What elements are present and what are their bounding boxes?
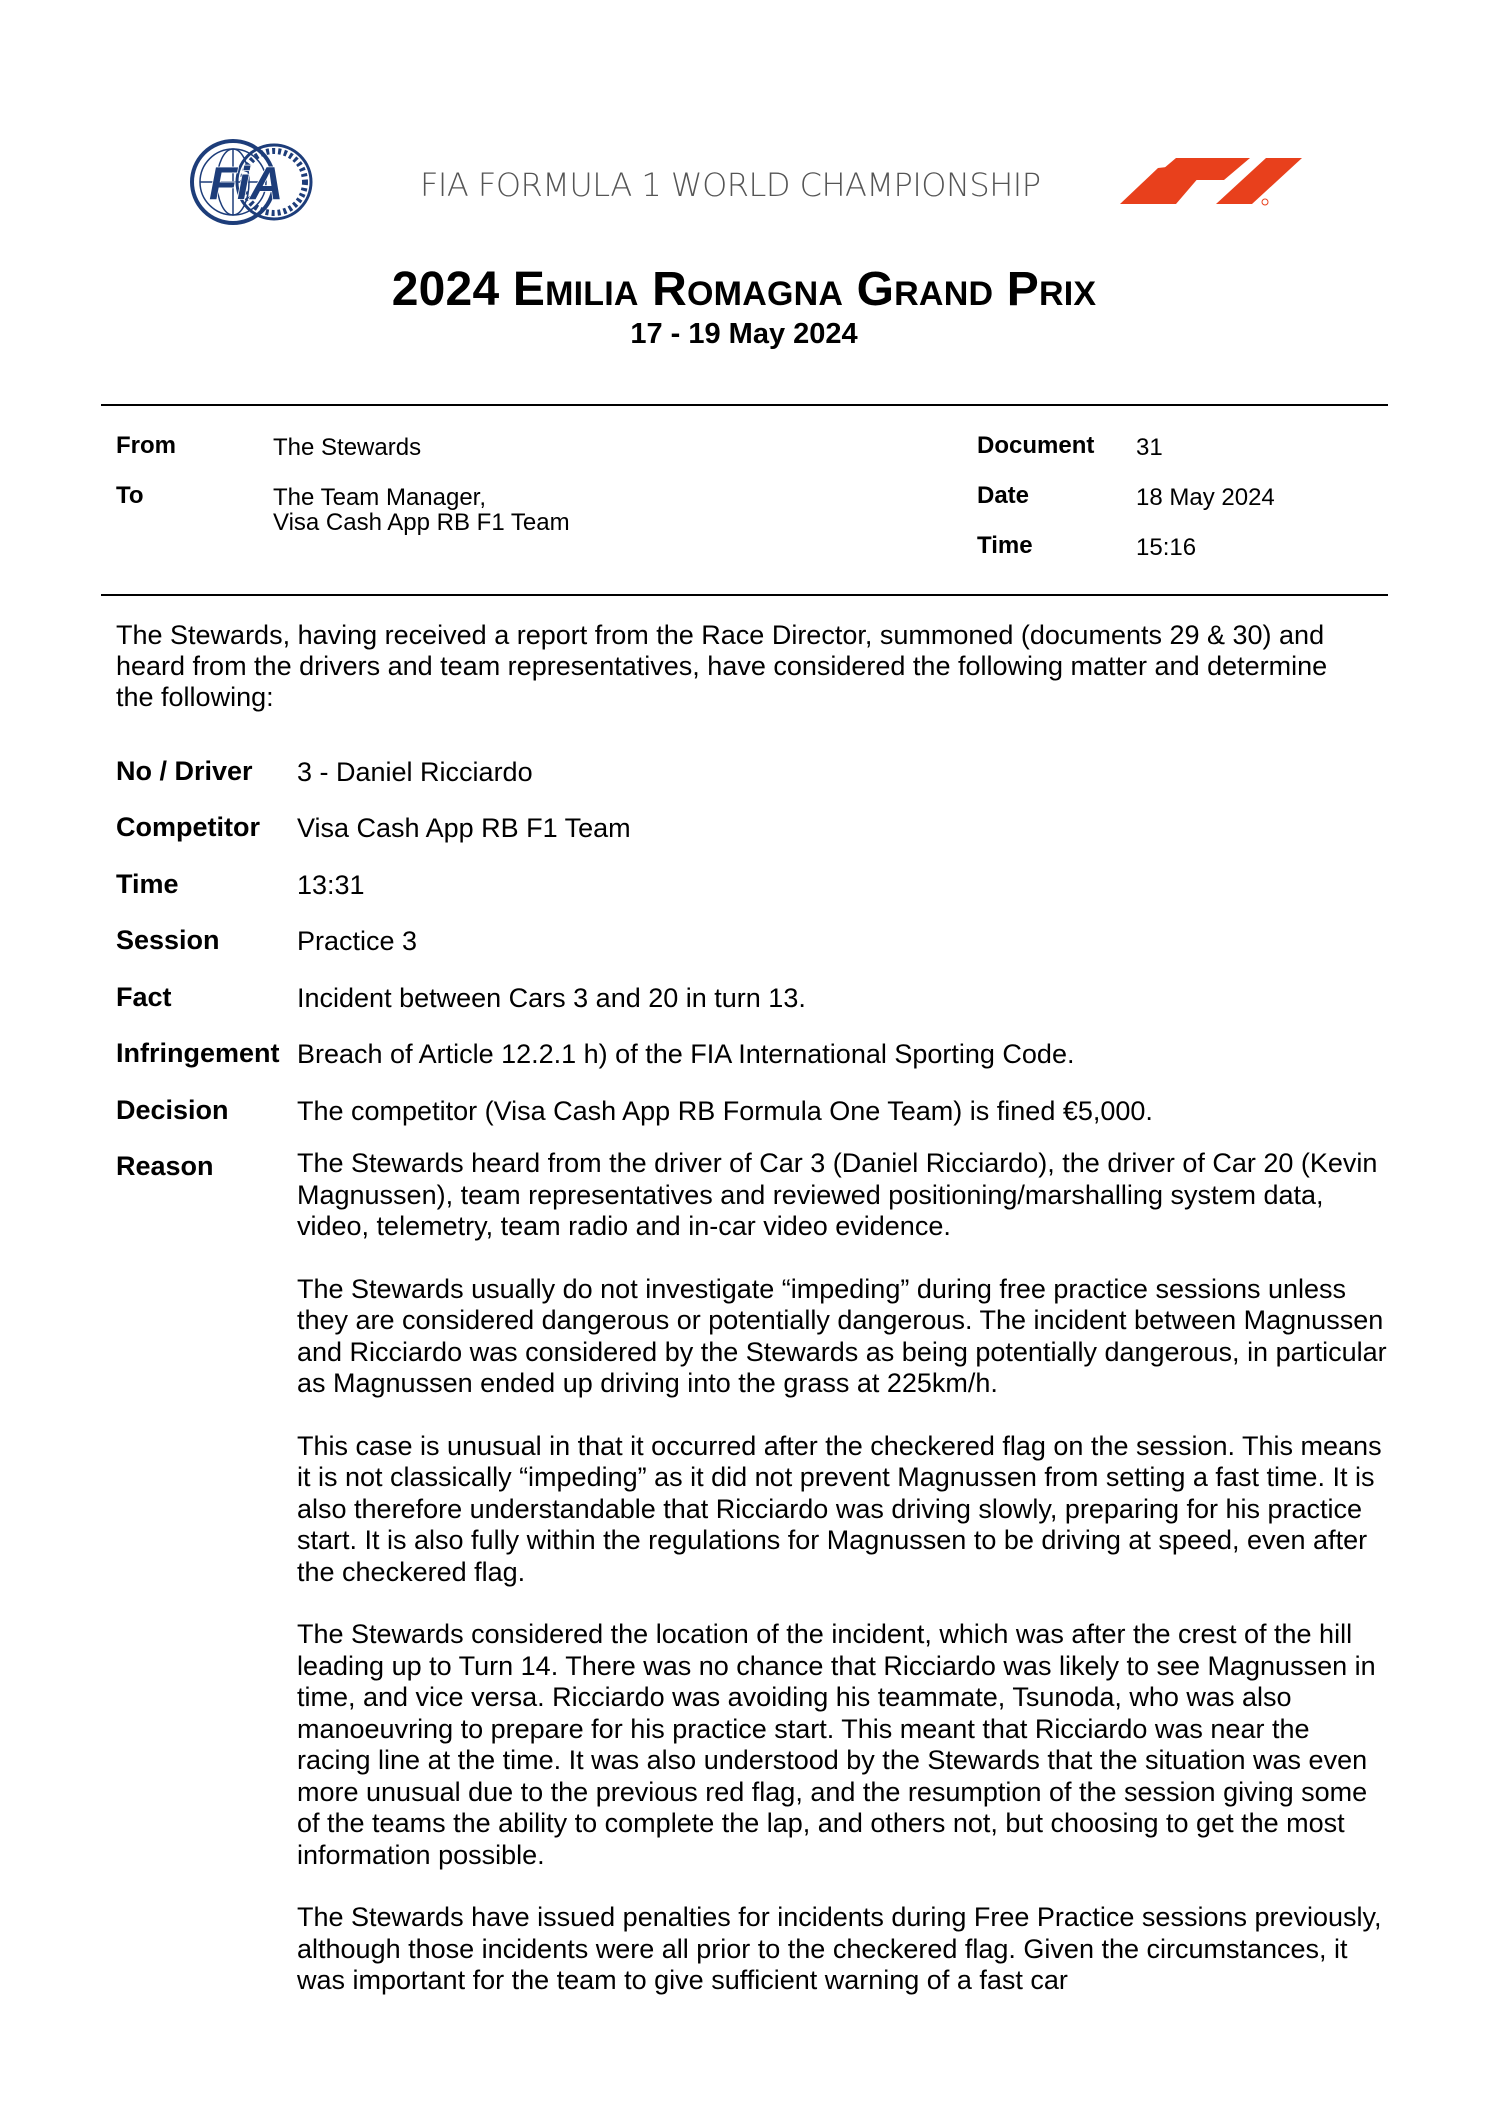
reason-paragraph: The Stewards heard from the driver of Car 3 (Daniel Ricciardo), the driver of Car 20 (Kevin Magnussen), team representatives and reviewed positioning/marshalling system data, video, telemetry, team radio and in-car video evidence. [297,1148,1378,1241]
infringement-value: Breach of Article 12.2.1 h) of the FIA International Sporting Code. [297,1039,1075,1069]
championship-title: FIA FORMULA 1 WORLD CHAMPIONSHIP [420,166,1041,204]
reason-paragraph: The Stewards have issued penalties for incidents during Free Practice sessions previously, although those incidents were all prior to the checkered flag. Given the circumstances, it was important for the team to give sufficient warning of a fast car [297,1902,1382,1995]
session-value: Practice 3 [297,926,418,956]
from-label: From [116,432,176,459]
driver-value: 3 - Daniel Ricciardo [297,757,533,787]
fia-logo-text: FiA [208,157,284,209]
to-value-line1: The Team Manager, [273,484,487,511]
fact-value: Incident between Cars 3 and 20 in turn 13. [297,983,806,1013]
reason-label: Reason [116,1151,214,1181]
document-label: Document [977,432,1095,459]
header-bottom-rule [101,594,1388,596]
decision-label: Decision [116,1095,229,1125]
to-label: To [116,482,144,509]
time-value: 15:16 [1136,534,1197,561]
f1-logo [1120,158,1302,208]
date-label: Date [977,482,1030,509]
intro-paragraph: The Stewards, having received a report from the Race Director, summoned (documents 29 & 30) and heard from the drivers and team representatives, have considered the following matter and determine the following: [116,620,1328,712]
header-top-rule [101,404,1388,406]
driver-label: No / Driver [116,756,253,786]
reason-paragraph: The Stewards usually do not investigate “impeding” during free practice sessions unless they are considered dangerous or potentially dangerous. The incident between Magnussen and Ricciardo was considered by the Stewards as being potentially dangerous, in particular as Magnussen ended up driving into the grass at 225km/h. [297,1273,1387,1398]
date-value: 18 May 2024 [1136,484,1275,511]
infringement-label: Infringement [116,1038,280,1068]
session-label: Session [116,925,220,955]
reason-paragraph: The Stewards considered the location of the incident, which was after the crest of the hill leading up to Turn 14. There was no chance that Ricciardo was likely to see Magnussen in time, and vice versa. Ricciardo was avoiding his teammate, Tsunoda, who was also manoeuvring to prepare for his practice start. This meant that Ricciardo was near the racing line at the time. It was also understood by the Stewards that the situation was even more unusual due to the previous red flag, and the resumption of the session giving some of the teams the ability to complete the lap, and others not, but choosing to get the most information possible. [297,1619,1376,1870]
fact-label: Fact [116,982,172,1012]
decision-value: The competitor (Visa Cash App RB Formula One Team) is fined €5,000. [297,1096,1153,1126]
event-dates: 17 - 19 May 2024 [630,318,858,350]
reason-paragraph: This case is unusual in that it occurred after the checkered flag on the session. This means it is not classically “impeding” as it did not prevent Magnussen from setting a fast time. It is also therefore understandable that Ricciardo was driving slowly, preparing for his practice start. It is also fully within the regulations for Magnussen to be driving at speed, even after the checkered flag. [297,1430,1382,1587]
competitor-value: Visa Cash App RB F1 Team [297,813,631,843]
from-value: The Stewards [273,434,422,461]
event-title: 2024 Emilia Romagna Grand Prix [391,263,1097,316]
incident-time-label: Time [116,869,179,899]
document-value: 31 [1136,434,1163,461]
competitor-label: Competitor [116,812,260,842]
time-label: Time [977,532,1033,559]
fia-logo [188,137,318,227]
to-value-line2: Visa Cash App RB F1 Team [273,509,570,536]
reason-body [297,1148,1387,2028]
incident-time-value: 13:31 [297,870,365,900]
